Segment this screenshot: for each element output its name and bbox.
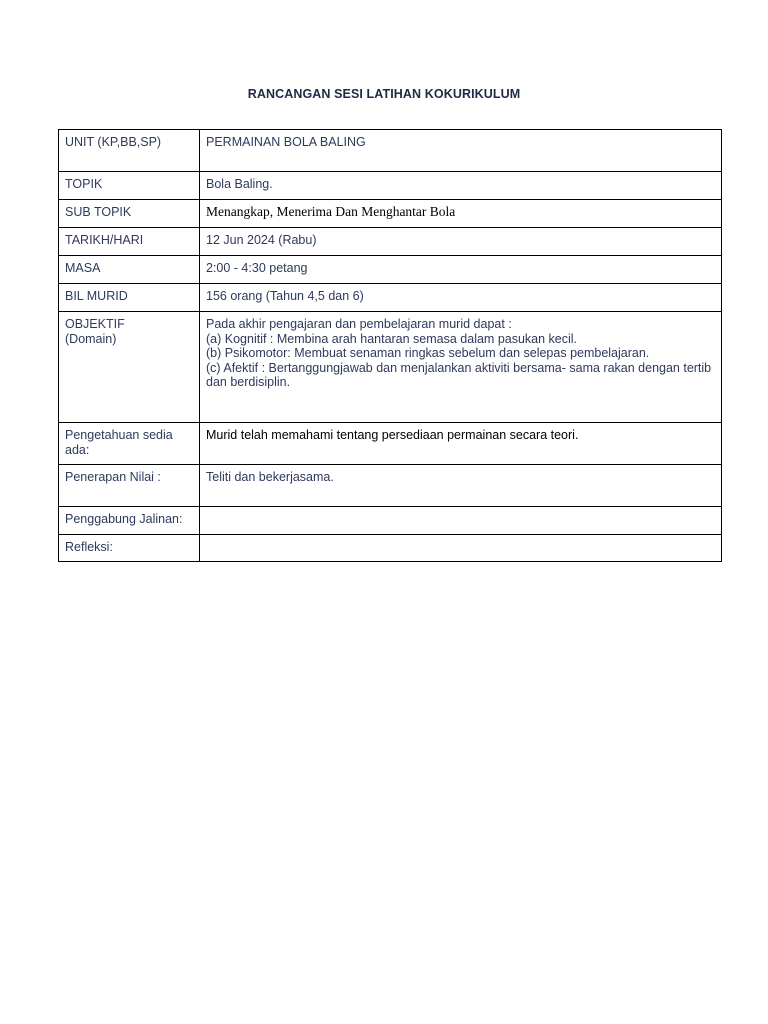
refleksi-label: Refleksi: xyxy=(59,535,200,562)
masa-label: MASA xyxy=(59,256,200,284)
table-row-masa xyxy=(59,256,722,284)
table-row-sub-topik xyxy=(59,200,722,228)
unit-value: PERMAINAN BOLA BALING xyxy=(200,130,722,172)
bil-murid-value: 156 orang (Tahun 4,5 dan 6) xyxy=(200,284,722,312)
tarikh-label: TARIKH/HARI xyxy=(59,228,200,256)
objektif-label-line1: OBJEKTIF xyxy=(65,317,125,331)
sub-topik-value: Menangkap, Menerima Dan Menghantar Bola xyxy=(200,200,722,228)
penggabung-label: Penggabung Jalinan: xyxy=(59,507,200,535)
lesson-plan-table xyxy=(58,129,722,562)
objektif-item-kognitif: (a) Kognitif : Membina arah hantaran semasa dalam pasukan kecil. xyxy=(206,331,578,346)
table-row-bil-murid xyxy=(59,284,722,312)
bil-murid-label: BIL MURID xyxy=(59,284,200,312)
table-row-tarikh xyxy=(59,228,722,256)
objektif-intro: Pada akhir pengajaran dan pembelajaran murid dapat : xyxy=(206,317,512,331)
sub-topik-label: SUB TOPIK xyxy=(59,200,200,228)
table-row-refleksi xyxy=(59,535,722,562)
table-row-topik xyxy=(59,172,722,200)
table-row-penggabung xyxy=(59,507,722,535)
objektif-label xyxy=(59,312,200,423)
masa-value: 2:00 - 4:30 petang xyxy=(200,256,722,284)
penggabung-value xyxy=(200,507,722,535)
topik-label: TOPIK xyxy=(59,172,200,200)
table-row-nilai xyxy=(59,465,722,507)
table-row-pengetahuan xyxy=(59,423,722,465)
table-row-objektif xyxy=(59,312,722,423)
pengetahuan-label: Pengetahuan sedia ada: xyxy=(59,423,200,465)
table-row-unit xyxy=(59,130,722,172)
objektif-label-line2: (Domain) xyxy=(65,331,117,346)
tarikh-value: 12 Jun 2024 (Rabu) xyxy=(200,228,722,256)
objektif-item-psikomotor: (b) Psikomotor: Membuat senaman ringkas sebelum dan selepas pembelajaran. xyxy=(206,346,650,360)
unit-label: UNIT (KP,BB,SP) xyxy=(59,130,200,172)
nilai-value: Teliti dan bekerjasama. xyxy=(200,465,722,507)
topik-value: Bola Baling. xyxy=(200,172,722,200)
objektif-value xyxy=(200,312,722,423)
nilai-label: Penerapan Nilai : xyxy=(59,465,200,507)
objektif-item-afektif: (c) Afektif : Bertanggungjawab dan menjalankan aktiviti bersama- sama rakan dengan tertib dan berdisiplin. xyxy=(206,360,712,389)
refleksi-value xyxy=(200,535,722,562)
document-title: RANCANGAN SESI LATIHAN KOKURIKULUM xyxy=(247,87,521,101)
pengetahuan-value: Murid telah memahami tentang persediaan permainan secara teori. xyxy=(200,423,722,465)
